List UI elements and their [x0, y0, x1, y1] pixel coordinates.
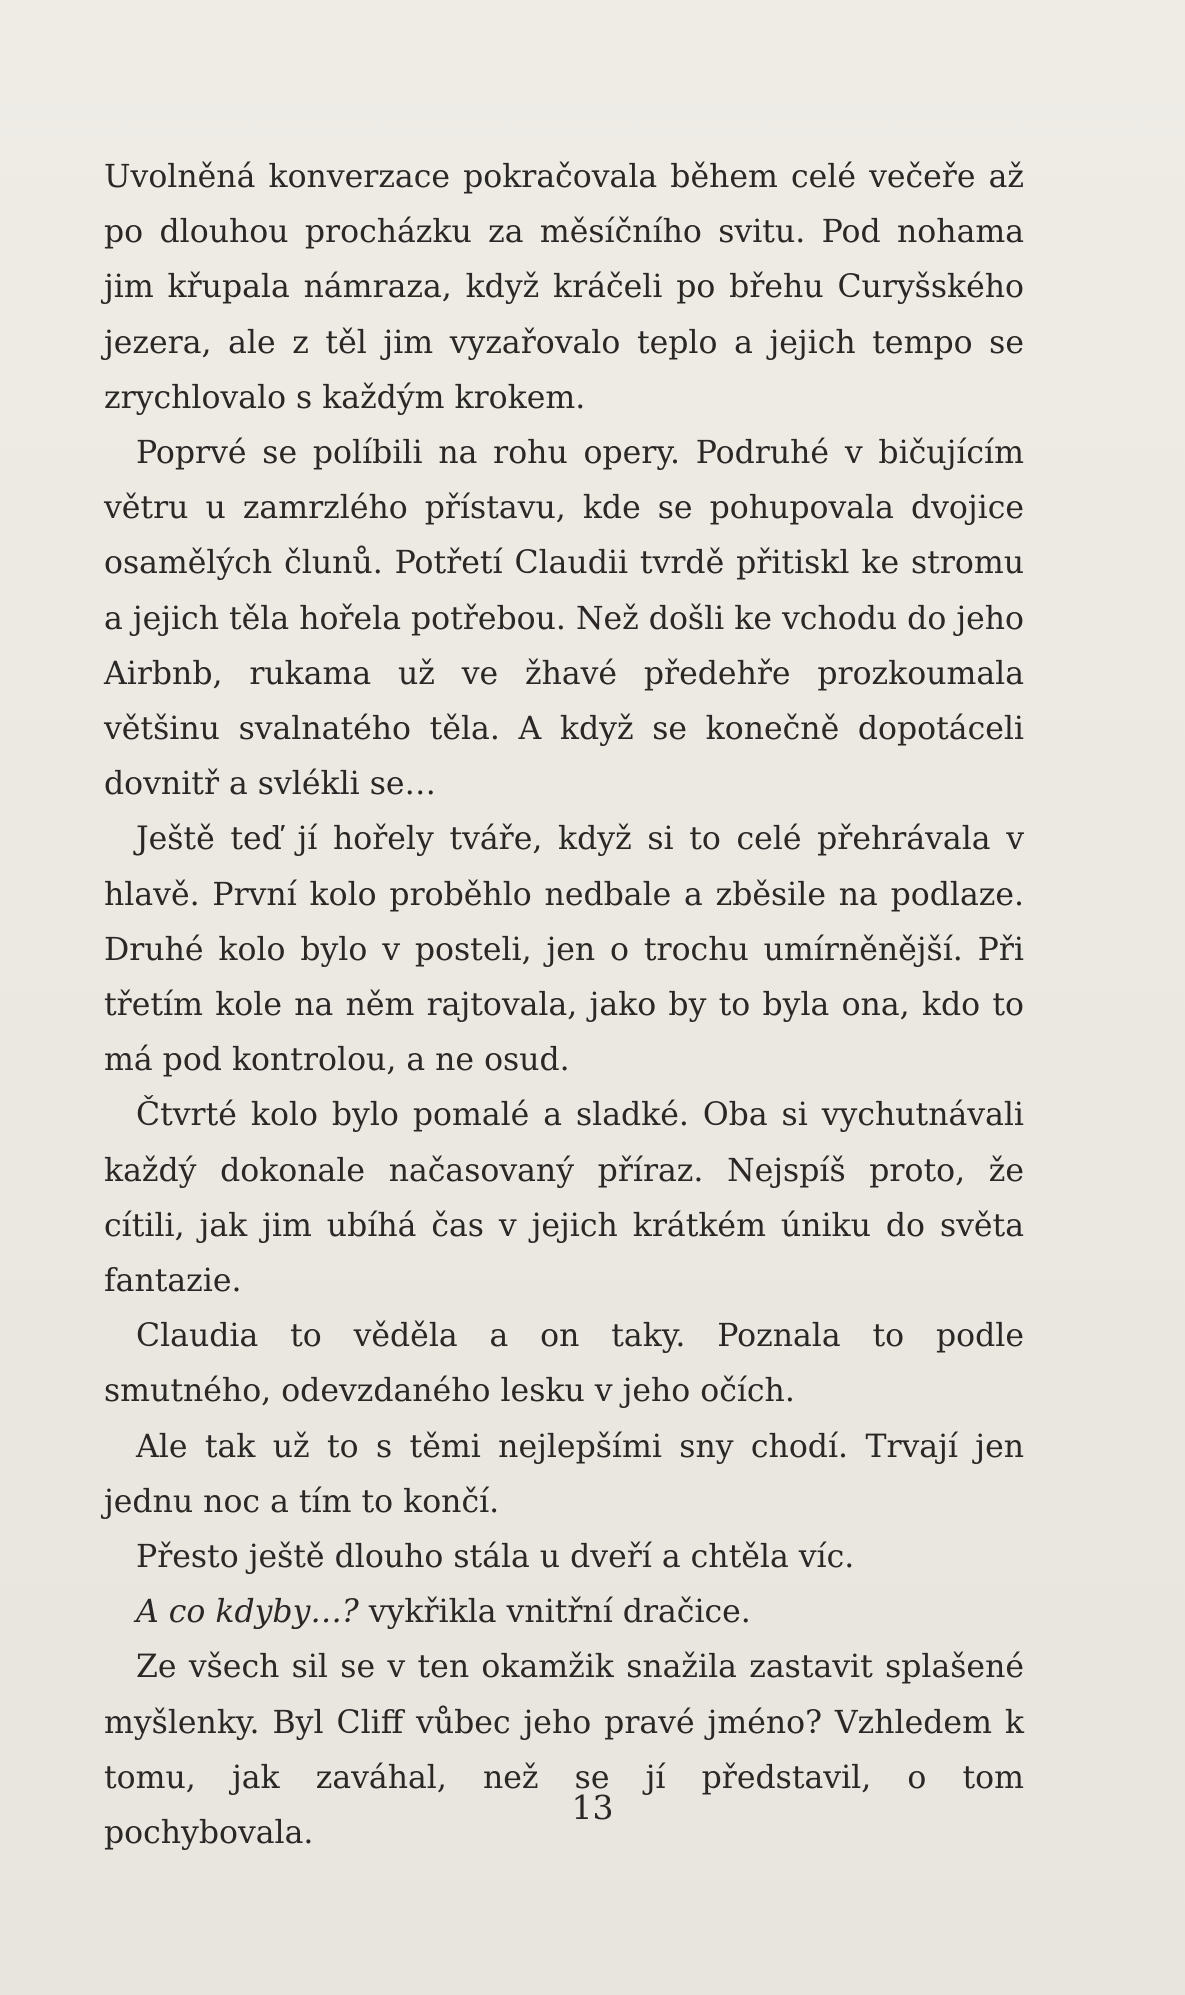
paragraph-6: Ale tak už to s těmi nejlepšími sny chodí. Trvají jen jednu noc a tím to končí. [104, 1428, 1024, 1520]
paragraph-7: Přesto ještě dlouho stála u dveří a chtěla víc. [136, 1539, 855, 1576]
paragraph-9: Ze všech sil se v ten okamžik snažila zastavit splašené myšlenky. Byl Cliff vůbec jeho pravé jméno? Vzhledem k tomu, jak zaváhal, než se jí představil, o tom pochybovala. [104, 1649, 1024, 1852]
italic-line-rest: vykřikla vnitřní dračice. [358, 1594, 751, 1631]
paragraph-4: Čtvrté kolo bylo pomalé a sladké. Oba si vychutnávali každý dokonale načasovaný příraz. Nejspíš proto, že cítili, jak jim ubíhá čas v jejich krátkém úniku do světa fantazie. [104, 1097, 1024, 1300]
paragraph-2: Poprvé se políbili na rohu opery. Podruhé v bičujícím větru u zamrzlého přístavu, kde se pohupovala dvojice osamělých člunů. Potřetí Claudii tvrdě přitiskl ke stromu a jejich těla hořela potřebou. Než došli ke vchodu do jeho Airbnb, rukama už ve žhavé předehře prozkoumala většinu svalnatého těla. A když se konečně dopotáceli dovnitř a svlékli se… [104, 435, 1024, 803]
page-number: 13 [571, 1788, 614, 1827]
paragraph-5: Claudia to věděla a on taky. Poznala to podle smutného, odevzdaného lesku v jeho očích. [104, 1318, 1024, 1410]
paragraph-3: Ještě teď jí hořely tváře, když si to celé přehrávala v hlavě. První kolo proběhlo nedbale a zběsile na podlaze. Druhé kolo bylo v posteli, jen o trochu umírněnější. Při třetím kole na něm rajtovala, jako by to byla ona, kdo to má pod kontrolou, a ne osud. [104, 821, 1024, 1079]
body-text [104, 150, 1024, 1861]
italic-thought: A co kdyby…? [136, 1594, 359, 1631]
paragraph-8 [104, 1585, 1024, 1640]
paragraph-1: Uvolněná konverzace pokračovala během celé večeře až po dlouhou procházku za měsíčního svitu. Pod nohama jim křupala námraza, když kráčeli po břehu Curyšského jezera, ale z těl jim vyzařovalo teplo a jejich tempo se zrychlovalo s každým krokem. [104, 159, 1024, 416]
